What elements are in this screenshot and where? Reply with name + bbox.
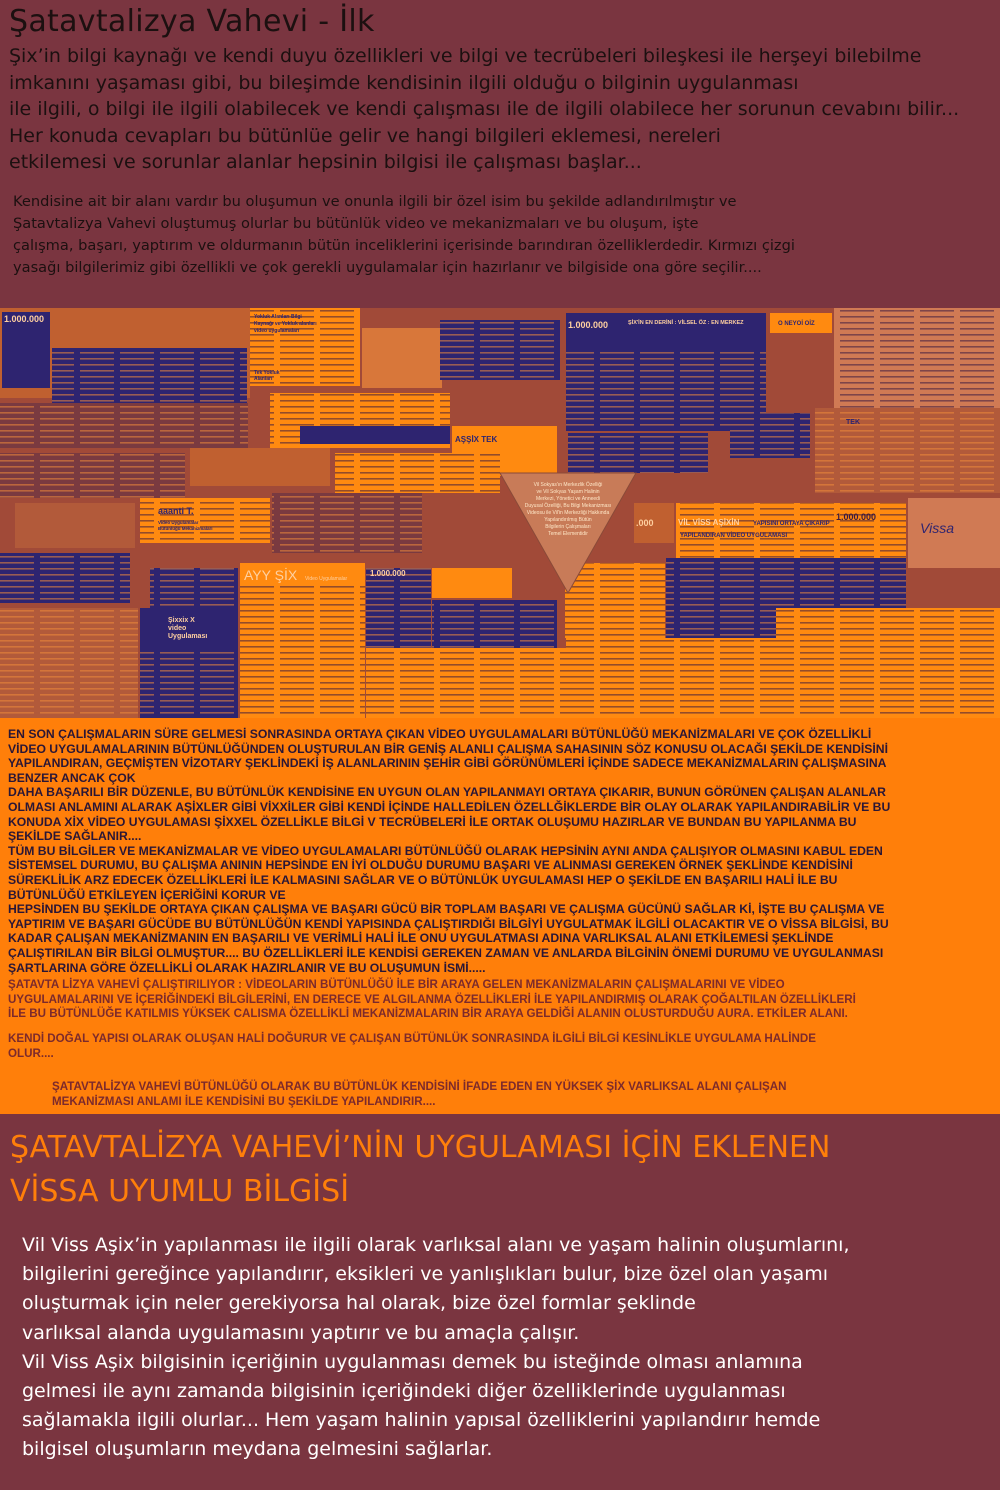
orange-section — [0, 308, 1000, 1114]
label-aanti-1: aaanti T. — [158, 506, 194, 516]
label-1000000-c: 1.000.000 — [836, 512, 877, 522]
triangle-line: Bilgilerin Çalışmaları — [545, 524, 591, 530]
section-heading — [10, 1126, 830, 1214]
caps-line: MEKANİZMASI ANLAMI İLE KENDİSİNİ BU ŞEKİLDE YAPILANDIRIR.... — [52, 1094, 436, 1108]
triangle-line: Merkezi, Yönetici ve Anneedi — [535, 496, 601, 502]
page-title: Şatavtalizya Vahevi - İlk — [9, 4, 375, 39]
sub-line: çalışma, başarı, yaptırım ve oldurmanın bütün inceliklerini içerisinde barındıran özelliklerdedir. Kırmızı çizgi — [13, 237, 795, 254]
caps-line: UYGULAMALARINI VE İÇERİĞİNDEKİ BİLGİLERİNİ, EN DERECE VE ALGILANMA ÖZELLİKLERİ İLE YAPILANDIRMIŞ OLARAK ÇOĞALTILAN ÖZELLİKLERİ — [8, 992, 856, 1006]
caps-line: OLUR.... — [8, 1046, 54, 1060]
label-1000000-d: 1.000.000 — [370, 569, 406, 578]
label-neyoi: O NEYOİ OİZ — [778, 321, 815, 327]
label-600: .000 — [636, 518, 654, 528]
caps-paragraph-aura — [8, 978, 993, 1022]
label-ayy-sub: Video Uygulamalar — [305, 576, 348, 582]
label-1000000-b: 1.000.000 — [568, 320, 609, 330]
triangle-line: Vil Sokyas'ın Merkezlik Özelliği — [533, 482, 603, 488]
label-aanti-3: Bütünlüğü Mekanizmaları — [158, 526, 213, 531]
section-body — [22, 1231, 992, 1465]
caps-line: KONUDA XİX VİDEO UYGULAMASI ŞİXXEL ÖZELLİKLE BİLGİ V TECRÜBELERİ İLE ORTAK OLUŞUMU HAZIRLAR VE BUNDAN BU YAPILANMA BU — [8, 814, 857, 829]
heading-line: ŞATAVTALİZYA VAHEVİ’NİN UYGULAMASI İÇİN EKLENEN — [10, 1130, 831, 1165]
label-vil-1: VİL VİSS AŞİXİN — [678, 518, 740, 527]
caps-line: DAHA BAŞARILI BİR DÜZENLE, BU BÜTÜNLÜK KENDİSİNE EN UYGUN OLAN YAPILANMAYI ORTAYA ÇIKARIR, BUNUN GÖRÜNEN ÇALIŞAN ALANLAR — [8, 785, 886, 800]
vissa-section — [0, 1114, 1000, 1490]
caps-line: SİSTEMSEL DURUMU, BU ÇALIŞMA ANININ HEPSİNDE EN İYİ OLDUĞU DURUMU BAŞARI VE ALINMASI GEREKEN ÖRNEK ŞEKLİNDE KENDİSİNİ — [8, 858, 853, 873]
label-aanti-2: Video Uygulamalar — [158, 520, 199, 525]
triangle-line: Temel Elementidir — [548, 531, 588, 537]
label-vil-2: YAPISINI ORTAYA ÇIKARIP — [753, 521, 830, 527]
intro-line: imkanını yaşaması gibi, bu bileşimde kendisinin ilgili olduğu o bilginin uygulanması — [9, 71, 799, 94]
label-1000000-a: 1.000.000 — [4, 314, 45, 324]
label-sixxx-1: Şixxix X — [168, 617, 195, 624]
caps-line: YAPTIRIM VE BAŞARI GÜCÜDE BU BÜTÜNLÜĞÜN KENDİ YAPISINDA ÇALIŞTIRDIĞI BİLGİYİ UYGULATMAK İLGİLİ OLACAKTIR VE O VİSSA BİLGİSİ, BU — [8, 916, 889, 931]
caps-paragraph-natural — [8, 1032, 993, 1061]
body-line: oluşturmak için neler gerekiyorsa hal olarak, bize özel formlar şeklinde — [22, 1292, 696, 1315]
caps-line: OLMASI ANLAMINI ALARAK AŞİXLER GİBİ VİXXİLER GİBİ KENDİ İÇİNDE HALLEDİLEN ÖZELLĞİKLERDE BİR OLAY OLARAK YAPILANDIRABİLİR VE BU — [8, 799, 891, 814]
label-ayy-six: AYY ŞİX — [244, 567, 298, 583]
body-line: bilgisel oluşumların meydana gelmesini sağlarlar. — [22, 1438, 493, 1461]
label-vissa: Vissa — [920, 520, 954, 536]
caps-line: ŞATAVTALİZYA VAHEVİ BÜTÜNLÜĞÜ OLARAK BU BÜTÜNLÜK KENDİSİNİ İFADE EDEN EN YÜKSEK ŞİX VARLIKSAL ALANI ÇALIŞAN — [52, 1080, 787, 1093]
caps-line: HEPSİNDEN BU ŞEKİLDE ORTAYA ÇIKAN ÇALIŞMA VE BAŞARI GÜCÜ BİR TOPLAM BAŞARI VE ÇALIŞMA GÜCÜNÜ SAĞLAR Kİ, İŞTE BU ÇALIŞMA VE — [8, 902, 885, 917]
caps-line: TÜM BU BİLGİLER VE MEKANİZMALAR VE VİDEO UYGULAMALARI BÜTÜNLÜĞÜ OLARAK HEPSİNİN AYNI ANDA ÇALIŞIYOR OLMASINI KABUL EDEN — [8, 843, 883, 858]
triangle-line: Yapılandırılmış Bütün — [544, 517, 592, 523]
triangle-line: ve Vil Sokyas Yaşam Halinin — [536, 489, 600, 495]
collage-image — [0, 308, 1000, 718]
label-tek-yokluk-2: Alanları — [254, 376, 273, 382]
intro-line: Şix’in bilgi kaynağı ve kendi duyu özellikleri ve bilgi ve tecrübeleri bileşkesi ile herşeyi bilebilme — [9, 45, 922, 67]
caps-line: VİDEO UYGULAMALARININ BÜTÜNLÜĞÜNDEN OLUŞTURULAN BİR GENİŞ ALANLI ÇALIŞMA SAHASININ SÖZ KONUSU OLACAĞI ŞEKİLDE KENDİSİNİ — [8, 741, 888, 756]
caps-line: ŞARTLARINA GÖRE ÖZELLİKLİ OLARAK HAZIRLANIR VE BU OLUŞUMUN İSMİ..... — [8, 960, 486, 975]
sub-line: Şatavtalizya Vahevi oluştumuş olurlar bu bütünlük video ve mekanizmaları ve bu oluşum, işte — [13, 215, 699, 232]
label-sixxx-3: Uygulaması — [168, 633, 208, 640]
intro-line: ile ilgili, o bilgi ile ilgili olabilecek ve kendi çalışması ile de ilgili olabilece her sorunun cevabını bilir... — [9, 98, 960, 120]
caps-line: SÜREKLİLİK ARZ EDECEK ÖZELLİKLERİ İLE KALMASINI SAĞLAR VE O BÜTÜNLÜK UYGULAMASI HEP O ŞEKİLDE EN BAŞARILI HALİ İLE BU — [8, 872, 838, 887]
sub-paragraph — [13, 191, 993, 279]
label-yokluk-1: Yokluk Alanları Bilgi — [254, 314, 302, 320]
body-line: varlıksal alanda uygulamasını yaptırır ve bu amaçla çalışır. — [22, 1321, 580, 1344]
caps-line: KADAR ÇALIŞAN MEKANİZMANIN EN BAŞARILI VE VERİMLİ HALİ İLE ONU UYGULATMASI ADINA VARLIKSAL ALANI ETKİLEMESİ ŞEKLİNDE — [8, 931, 834, 946]
sub-line: Kendisine ait bir alanı vardır bu oluşumun ve onunla ilgili bir özel isim bu şekilde adlandırılmıştır ve — [13, 193, 737, 210]
label-yokluk-3: video uygulamaları — [254, 328, 300, 334]
label-tek-yokluk-1: Tek Yokluk — [254, 370, 280, 376]
body-line: bilgilerini gereğince yapılandırır, eksikleri ve yanlışlıkları bulur, bize özel olan yaşamı — [22, 1263, 829, 1286]
label-six-header: ŞİX'İN EN DERİNİ : VİLSEL ÖZ : EN MERKEZ — [628, 320, 744, 326]
intro-section — [0, 0, 1000, 308]
triangle-line: Videosu ile Vil'in Merkezliği Hakkında — [526, 510, 610, 516]
caps-line: KENDİ DOĞAL YAPISI OLARAK OLUŞAN HALİ DOĞURUR VE ÇALIŞAN BÜTÜNLÜK SONRASINDA İLGİLİ BİLGİ KESİNLİKLE UYGULAMA HALİNDE — [8, 1032, 816, 1045]
caps-line: YAPILANDIRAN, GEÇMİŞTEN VİZOTARY ŞEKLİNDEKİ İŞ ALANLARININ ŞEHİR GİBİ GÖRÜNÜMLERİ İÇİNDE SADECE MEKANİZMALARIN ÇALIŞMASINA — [8, 756, 887, 771]
body-line: gelmesi ile aynı zamanda bilgisinin içeriğindeki diğer özelliklerinde uygulanması — [22, 1380, 786, 1403]
caps-line: EN SON ÇALIŞMALARIN SÜRE GELMESİ SONRASINDA ORTAYA ÇIKAN VİDEO UYGULAMALARI BÜTÜNLÜĞÜ MEKANİZMALARI VE ÇOK ÖZELLİKLİ — [8, 727, 872, 741]
triangle-line: Duyusal Özelliği, Bu Bilgi Mekanizması — [524, 503, 612, 509]
caps-line: BÜTÜNLÜĞÜ ETKİLEYEN İÇERİĞİNİ KORUR VE — [8, 887, 286, 902]
label-tek: TEK — [846, 419, 860, 426]
label-yokluk-2: Kaynağı ve Yokluk alanları — [254, 321, 317, 327]
label-sixxx-2: video — [168, 625, 187, 632]
caps-line: ÇALIŞTIRILAN BİR BİLGİ OLMUŞTUR.... BU ÖZELLİKLERİ İLE KENDİSİ GEREKEN ZAMAN VE ANLARDA BİLGİNİN ÖNEMİ DURUMU VE UYGULANMASI — [8, 945, 884, 960]
label-asix-tek: AŞŞİX TEK — [455, 435, 498, 444]
heading-line: VİSSA UYUMLU BİLGİSİ — [10, 1174, 350, 1209]
intro-paragraph — [9, 43, 994, 176]
sub-line: yasağı bilgilerimiz gibi özellikli ve çok gerekli uygulamalar için hazırlanır ve bilgiside ona göre seçilir.... — [13, 259, 762, 276]
body-line: Vil Viss Aşix’in yapılanması ile ilgili olarak varlıksal alanı ve yaşam halinin oluşumlarını, — [22, 1234, 850, 1256]
caps-line: ŞATAVTA LİZYA VAHEVİ ÇALIŞTIRILIYOR : VİDEOLARIN BÜTÜNLÜĞÜ İLE BİR ARAYA GELEN MEKANİZMALARIN ÇALIŞMALARINI VE VİDEO — [8, 978, 785, 991]
label-vil-3: YAPILANDIRAN VİDEO UYGULAMASI — [680, 533, 788, 539]
intro-line: Her konuda cevapları bu bütünlüe gelir ve hangi bilgileri eklemesi, nereleri — [9, 124, 721, 147]
caps-paragraph-main — [8, 727, 993, 975]
collage-graphic — [0, 308, 1000, 718]
caps-line: İLE BU BÜTÜNLÜĞE KATILMIS YÜKSEK CALISMA ÖZELLİKLİ MEKANİZMALARIN BİR ARAYA GELDİĞİ ALANIN OLUSTURDUĞU AURA. ETKİLER ALANI. — [8, 1007, 848, 1021]
caps-line: ŞEKİLDE SAĞLANIR.... — [8, 829, 142, 844]
body-line: sağlamakla ilgili olurlar... Hem yaşam halinin yapısal özelliklerini yapılandırır hemde — [22, 1409, 821, 1432]
caps-line: BENZER ANCAK ÇOK — [8, 770, 136, 785]
intro-line: etkilemesi ve sorunlar alanlar hepsinin bilgisi ile çalışması başlar... — [9, 151, 642, 173]
body-line: Vil Viss Aşix bilgisinin içeriğinin uygulanması demek bu isteğinde olması anlamına — [22, 1350, 803, 1373]
caps-paragraph-closing — [52, 1080, 972, 1109]
